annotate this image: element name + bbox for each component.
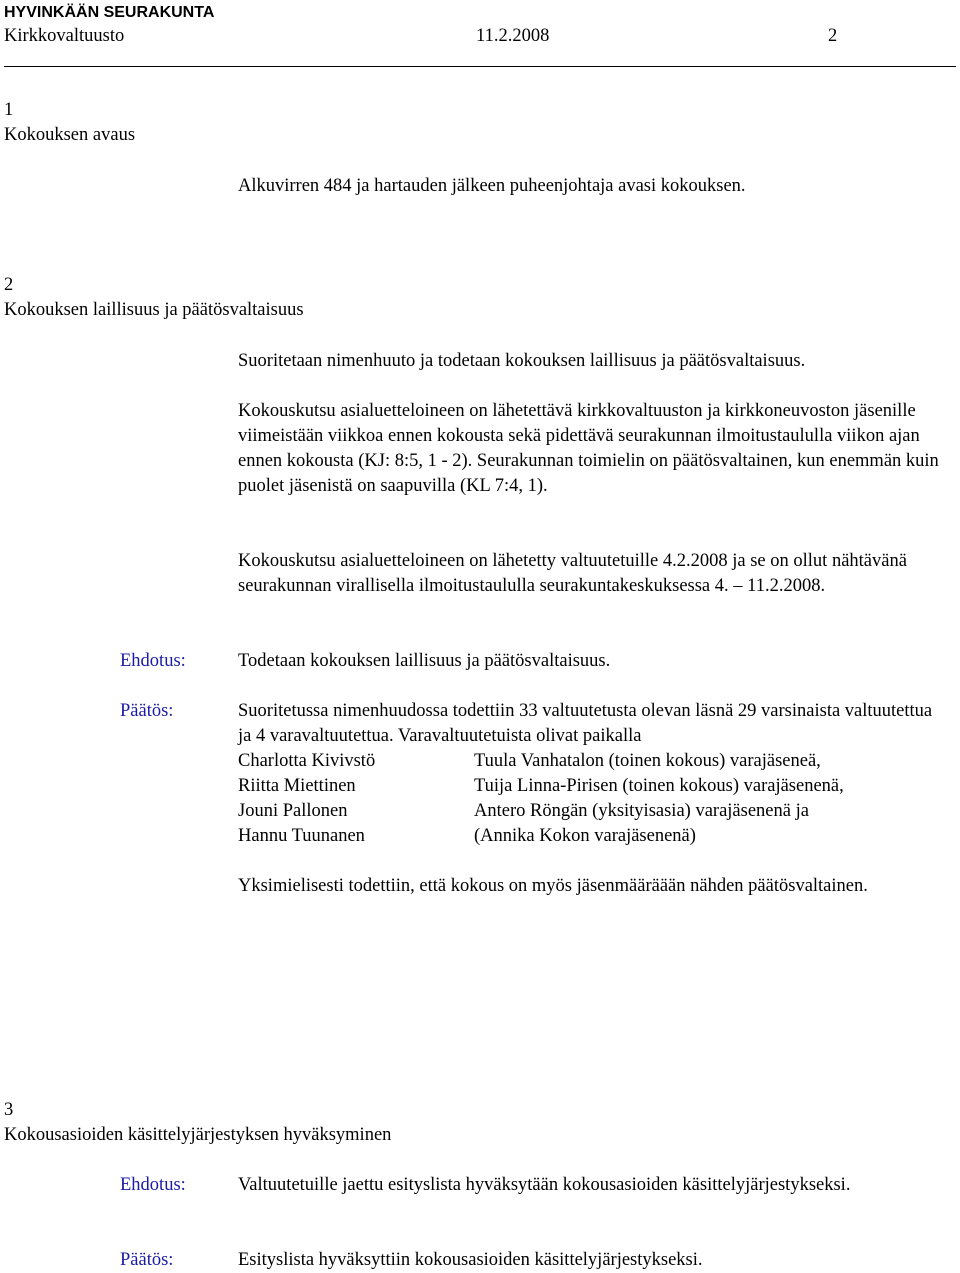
proposal-label: Ehdotus: — [120, 1175, 186, 1195]
substitute-note: (Annika Kokon varajäsenenä) — [474, 826, 696, 846]
substitute-note: Antero Röngän (yksityisasia) varajäsenenä ja — [474, 801, 809, 821]
paragraph-invitation-sent: Kokouskutsu asialuetteloineen on lähetetty valtuutetuille 4.2.2008 ja se on ollut nähtävänä seurakunnan virallisella ilmoitustaululla seurakuntakeskuksessa 4. – 11.2.2008. — [238, 551, 907, 596]
substitute-name: Riitta Miettinen — [238, 776, 356, 796]
paragraph-invitation-rules: Kokouskutsu asialuetteloineen on lähetettävä kirkkovaltuuston ja kirkkoneuvoston jäsenille viimeistään viikkoa ennen kokousta sekä pidettävä seurakunnan ilmoitustaululla viikon ajan ennen kokousta (KJ: 8:5, 1 - 2). Seurakunnan toimielin on päätösvaltainen, kun enemmän kuin puolet jäsenistä on saapuvilla (KL 7:4, 1). — [238, 401, 939, 496]
header-date: 11.2.2008 — [476, 26, 550, 46]
substitute-name: Charlotta Kivivstö — [238, 751, 376, 771]
decision-label: Päätös: — [120, 701, 174, 721]
substitute-note: Tuija Linna-Pirisen (toinen kokous) varajäsenenä, — [474, 776, 844, 796]
conclusion-text: Yksimielisesti todettiin, että kokous on myös jäsenmääräään nähden päätösvaltainen. — [238, 876, 868, 896]
table-row — [238, 774, 950, 799]
header-body: Kirkkovaltuusto — [4, 26, 125, 46]
section-number: 2 — [4, 275, 14, 295]
paragraph-rollcall: Suoritetaan nimenhuuto ja todetaan kokouksen laillisuus ja päätösvaltaisuus. — [238, 351, 806, 371]
substitute-name: Hannu Tuunanen — [238, 826, 365, 846]
section-text: Alkuvirren 484 ja hartauden jälkeen puheenjohtaja avasi kokouksen. — [238, 176, 746, 196]
table-row — [238, 749, 950, 774]
proposal-text: Valtuutetuille jaettu esityslista hyväksytään kokousasioiden käsittelyjärjestykseksi. — [238, 1175, 851, 1195]
organization-name: HYVINKÄÄN SEURAKUNTA — [4, 4, 215, 21]
section-title: Kokousasioiden käsittelyjärjestyksen hyväksyminen — [4, 1125, 392, 1145]
table-row — [238, 824, 950, 849]
section-title: Kokouksen laillisuus ja päätösvaltaisuus — [4, 300, 304, 320]
substitute-note: Tuula Vanhatalon (toinen kokous) varajäseneä, — [474, 751, 821, 771]
decision-text: Suoritetussa nimenhuudossa todettiin 33 valtuutetusta olevan läsnä 29 varsinaista valtuutettua ja 4 varavaltuutettua. Varavaltuutetuista olivat paikalla — [238, 701, 933, 746]
decision-text: Esityslista hyväksyttiin kokousasioiden käsittelyjärjestykseksi. — [238, 1250, 703, 1270]
decision-label: Päätös: — [120, 1250, 174, 1270]
substitute-name: Jouni Pallonen — [238, 801, 348, 821]
proposal-text: Todetaan kokouksen laillisuus ja päätösvaltaisuus. — [238, 651, 611, 671]
header-rule — [4, 66, 956, 67]
substitutes-table — [238, 749, 950, 849]
section-number: 3 — [4, 1100, 14, 1120]
section-number: 1 — [4, 100, 14, 120]
table-row — [238, 799, 950, 824]
header-page-number: 2 — [828, 26, 838, 46]
proposal-label: Ehdotus: — [120, 651, 186, 671]
section-title: Kokouksen avaus — [4, 125, 136, 145]
